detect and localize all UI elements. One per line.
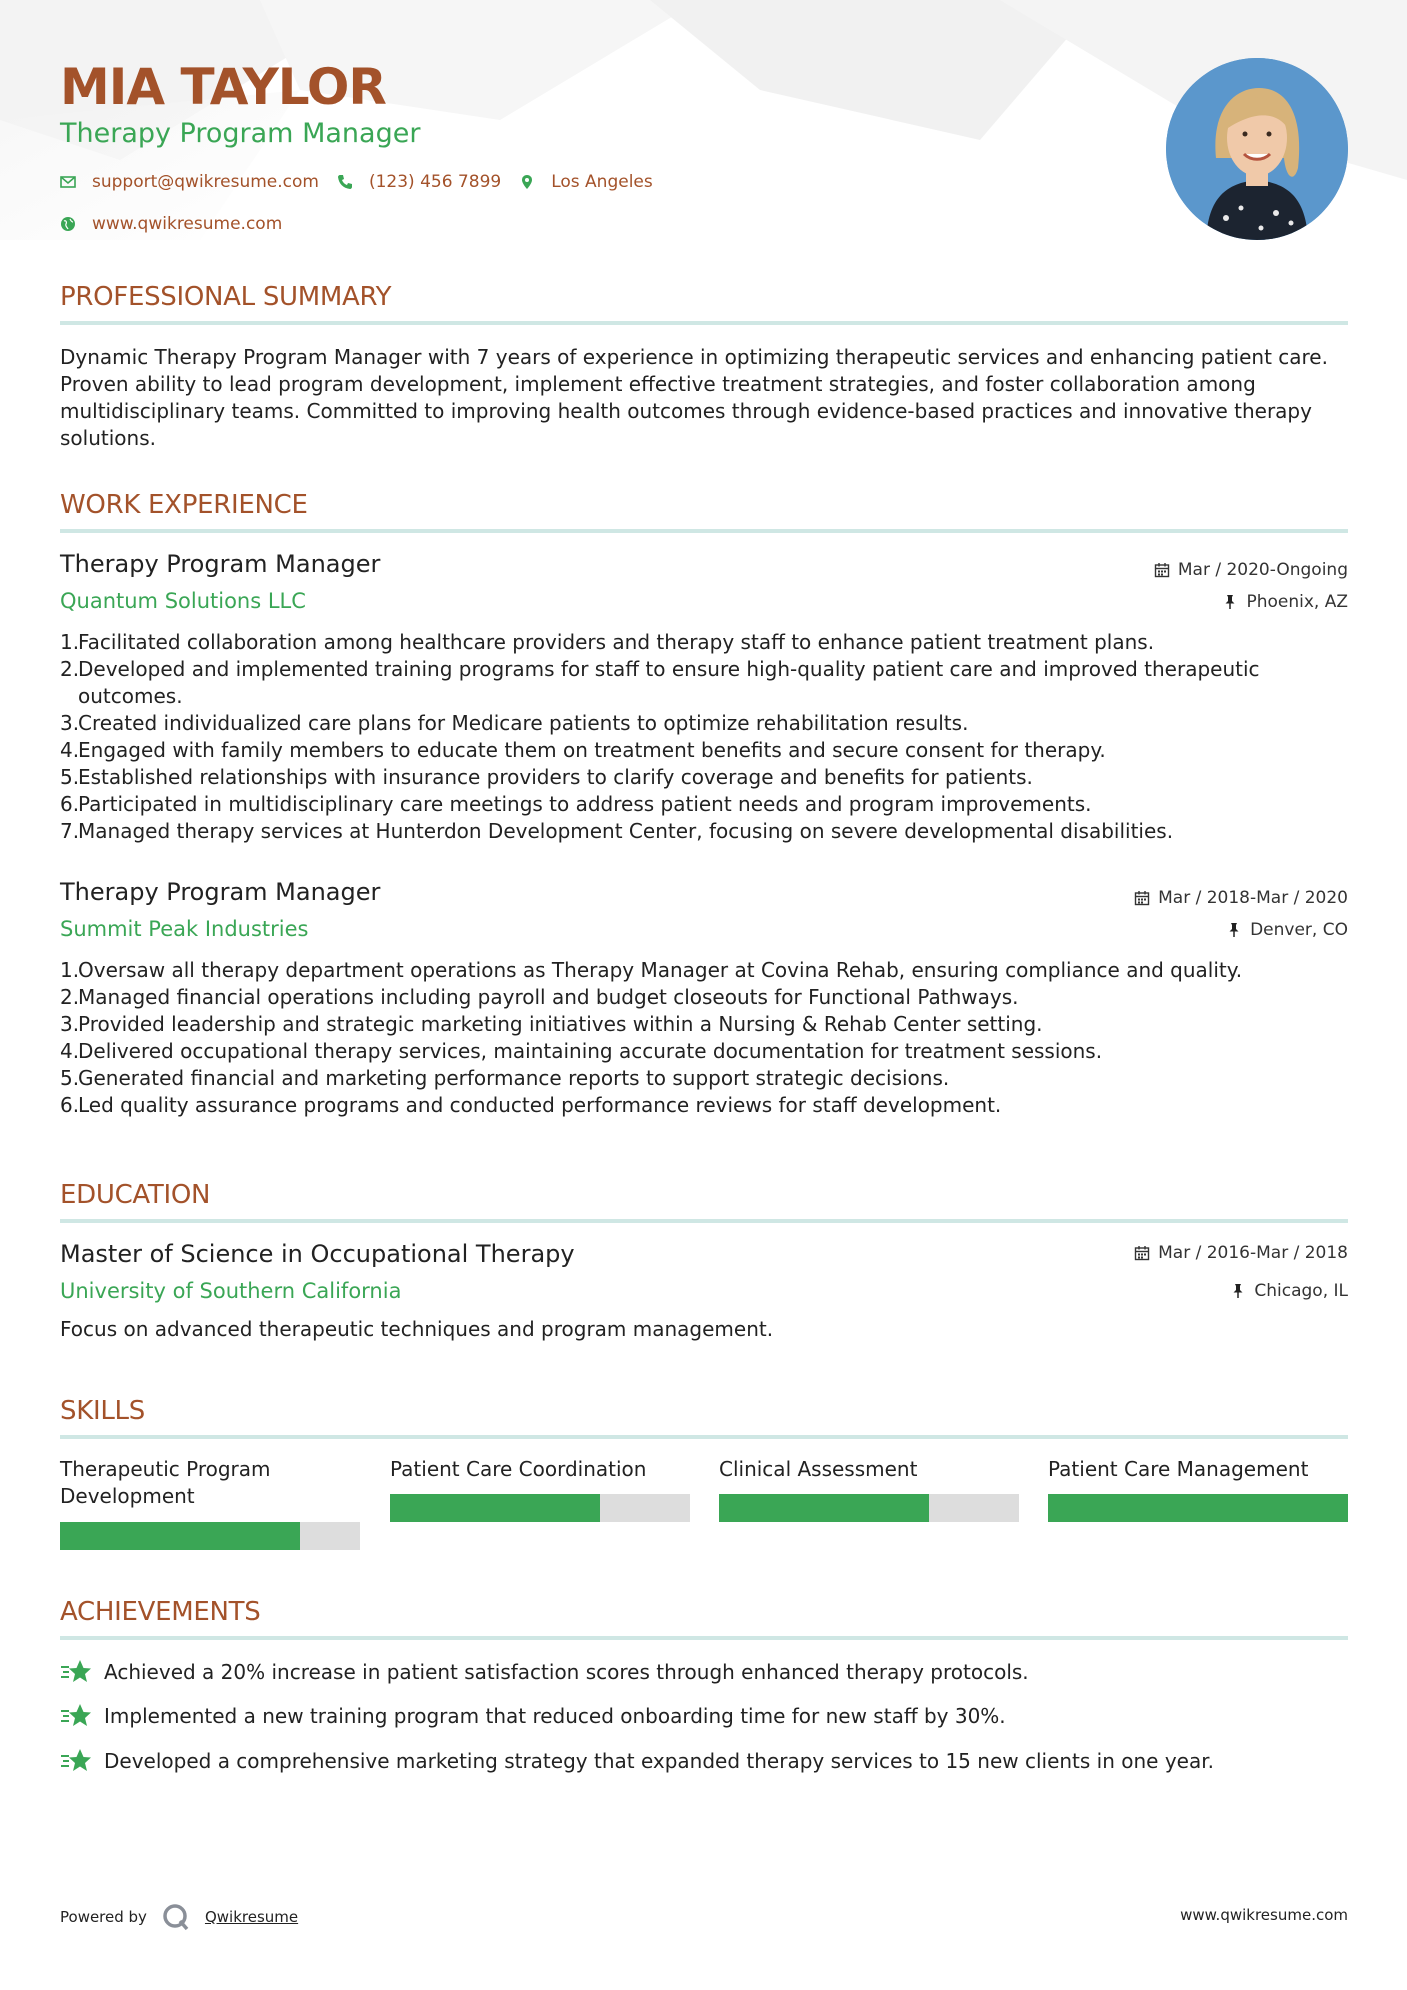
list-item: 7. Managed therapy services at Hunterdon Development Center, focusing on severe developmental disabilities. (60, 819, 1174, 843)
summary-text: Dynamic Therapy Program Manager with 7 years of experience in optimizing therapeutic services and enhancing patient care. Proven ability to lead program development, implement effective treatment strategies, and foster collaboration among multidisciplinary teams. Committed to improving health outcomes through evidence-based practices and innovative therapy solutions. (60, 345, 1328, 450)
skill-bar-fill (390, 1494, 600, 1522)
location-contact (519, 172, 653, 192)
calendar-icon (1134, 890, 1150, 906)
star-achievement-icon (60, 1658, 92, 1686)
phone-contact[interactable] (337, 172, 501, 192)
skill-bar (390, 1494, 690, 1522)
summary-heading: PROFESSIONAL SUMMARY (60, 282, 392, 312)
achievement-item (60, 1747, 1214, 1775)
qwikresume-logo-icon (161, 1902, 191, 1932)
achievement-item (60, 1658, 1029, 1686)
list-item: 5. Established relationships with insurance providers to clarify coverage and benefits for patients. (60, 765, 1033, 789)
website-contact[interactable] (60, 214, 282, 234)
skill-label: Patient Care Coordination (390, 1457, 647, 1481)
education-location (1230, 1281, 1348, 1301)
skill-bar-fill (60, 1522, 300, 1550)
pushpin-icon (1230, 1283, 1246, 1299)
education-description: Focus on advanced therapeutic techniques and program management. (60, 1317, 774, 1341)
list-item: 4. Delivered occupational therapy services, maintaining accurate documentation for treatment sessions. (60, 1039, 1103, 1063)
envelope-icon (60, 174, 76, 190)
education-dates-text: Mar / 2016-Mar / 2018 (1158, 1243, 1348, 1263)
list-item: 3. Provided leadership and strategic marketing initiatives within a Nursing & Rehab Center setting. (60, 1012, 1043, 1036)
education-dates (1134, 1243, 1348, 1263)
pushpin-icon (1226, 922, 1242, 938)
list-item: 5. Generated financial and marketing performance reports to support strategic decisions. (60, 1066, 950, 1090)
education-heading: EDUCATION (60, 1180, 211, 1210)
job-dates (1154, 560, 1348, 580)
section-divider (60, 1636, 1348, 1640)
achievement-text: Implemented a new training program that reduced onboarding time for new staff by 30%. (104, 1704, 1006, 1728)
achievement-text: Achieved a 20% increase in patient satisfaction scores through enhanced therapy protocols. (104, 1660, 1029, 1684)
list-item: 6. Led quality assurance programs and conducted performance reviews for staff development. (60, 1093, 1002, 1117)
candidate-name: MIA TAYLOR (60, 58, 386, 116)
job-location (1222, 592, 1348, 612)
job-dates (1134, 888, 1348, 908)
phone-text: (123) 456 7899 (368, 172, 502, 192)
degree-title: Master of Science in Occupational Therapy (60, 1240, 575, 1268)
list-item: 2. Managed financial operations including payroll and budget closeouts for Functional Pathways. (60, 985, 1019, 1009)
section-divider (60, 529, 1348, 533)
skills-heading: SKILLS (60, 1396, 145, 1426)
skill-bar-fill (1048, 1494, 1348, 1522)
education-location-text: Chicago, IL (1254, 1281, 1348, 1301)
job-title: Therapy Program Manager (60, 550, 381, 578)
pushpin-icon (1222, 594, 1238, 610)
avatar (1166, 58, 1348, 240)
job-location-text: Phoenix, AZ (1246, 592, 1348, 612)
company-name: Summit Peak Industries (60, 917, 309, 941)
website-text: www.qwikresume.com (92, 214, 283, 234)
section-divider (60, 321, 1348, 325)
map-marker-icon (519, 174, 535, 190)
email-contact[interactable] (60, 172, 319, 192)
qwikresume-link[interactable]: Qwikresume (204, 1908, 299, 1926)
skill-item (1048, 1456, 1348, 1483)
skill-label: Clinical Assessment (719, 1457, 918, 1481)
skill-bar-fill (719, 1494, 929, 1522)
footer-powered-by (60, 1902, 298, 1932)
calendar-icon (1154, 562, 1170, 578)
skill-label: Patient Care Management (1048, 1457, 1309, 1481)
globe-icon (60, 216, 76, 232)
job-bullets (60, 629, 1348, 845)
achievements-heading: ACHIEVEMENTS (60, 1597, 261, 1627)
job-bullets (60, 957, 1348, 1119)
job-dates-text: Mar / 2018-Mar / 2020 (1158, 888, 1348, 908)
skill-label: Therapeutic Program Development (60, 1457, 271, 1508)
skill-item (719, 1456, 1019, 1483)
skill-bar (719, 1494, 1019, 1522)
job-dates-text: Mar / 2020-Ongoing (1177, 560, 1348, 580)
star-achievement-icon (60, 1747, 92, 1775)
star-achievement-icon (60, 1702, 92, 1730)
skill-bar (1048, 1494, 1348, 1522)
contact-row (60, 172, 671, 192)
skill-item (60, 1456, 360, 1510)
section-divider (60, 1219, 1348, 1223)
list-item: 2. Developed and implemented training programs for staff to ensure high-quality patient care and improved therapeutic outcomes. (60, 657, 1260, 708)
profile-photo (1166, 58, 1348, 240)
candidate-title: Therapy Program Manager (60, 118, 421, 149)
list-item: 6. Participated in multidisciplinary care meetings to address patient needs and program improvements. (60, 792, 1092, 816)
school-name: University of Southern California (60, 1279, 402, 1303)
job-location-text: Denver, CO (1250, 920, 1348, 940)
achievement-text: Developed a comprehensive marketing strategy that expanded therapy services to 15 new clients in one year. (104, 1749, 1214, 1773)
skill-item (390, 1456, 690, 1483)
email-text: support@qwikresume.com (92, 172, 319, 192)
footer-url[interactable]: www.qwikresume.com (1180, 1906, 1348, 1924)
job-location (1226, 920, 1348, 940)
achievement-item (60, 1702, 1006, 1730)
company-name: Quantum Solutions LLC (60, 589, 306, 613)
list-item: 4. Engaged with family members to educate them on treatment benefits and secure consent for therapy. (60, 738, 1106, 762)
job-title: Therapy Program Manager (60, 878, 381, 906)
location-text: Los Angeles (551, 172, 653, 192)
list-item: 1. Oversaw all therapy department operations as Therapy Manager at Covina Rehab, ensuring compliance and quality. (60, 958, 1243, 982)
website-row (60, 214, 300, 234)
list-item: 3. Created individualized care plans for Medicare patients to optimize rehabilitation results. (60, 711, 969, 735)
phone-icon (337, 174, 353, 190)
calendar-icon (1134, 1245, 1150, 1261)
powered-by-label: Powered by (60, 1908, 147, 1926)
skill-bar (60, 1522, 360, 1550)
section-divider (60, 1435, 1348, 1439)
experience-heading: WORK EXPERIENCE (60, 490, 308, 520)
list-item: 1. Facilitated collaboration among healthcare providers and therapy staff to enhance patient treatment plans. (60, 630, 1155, 654)
